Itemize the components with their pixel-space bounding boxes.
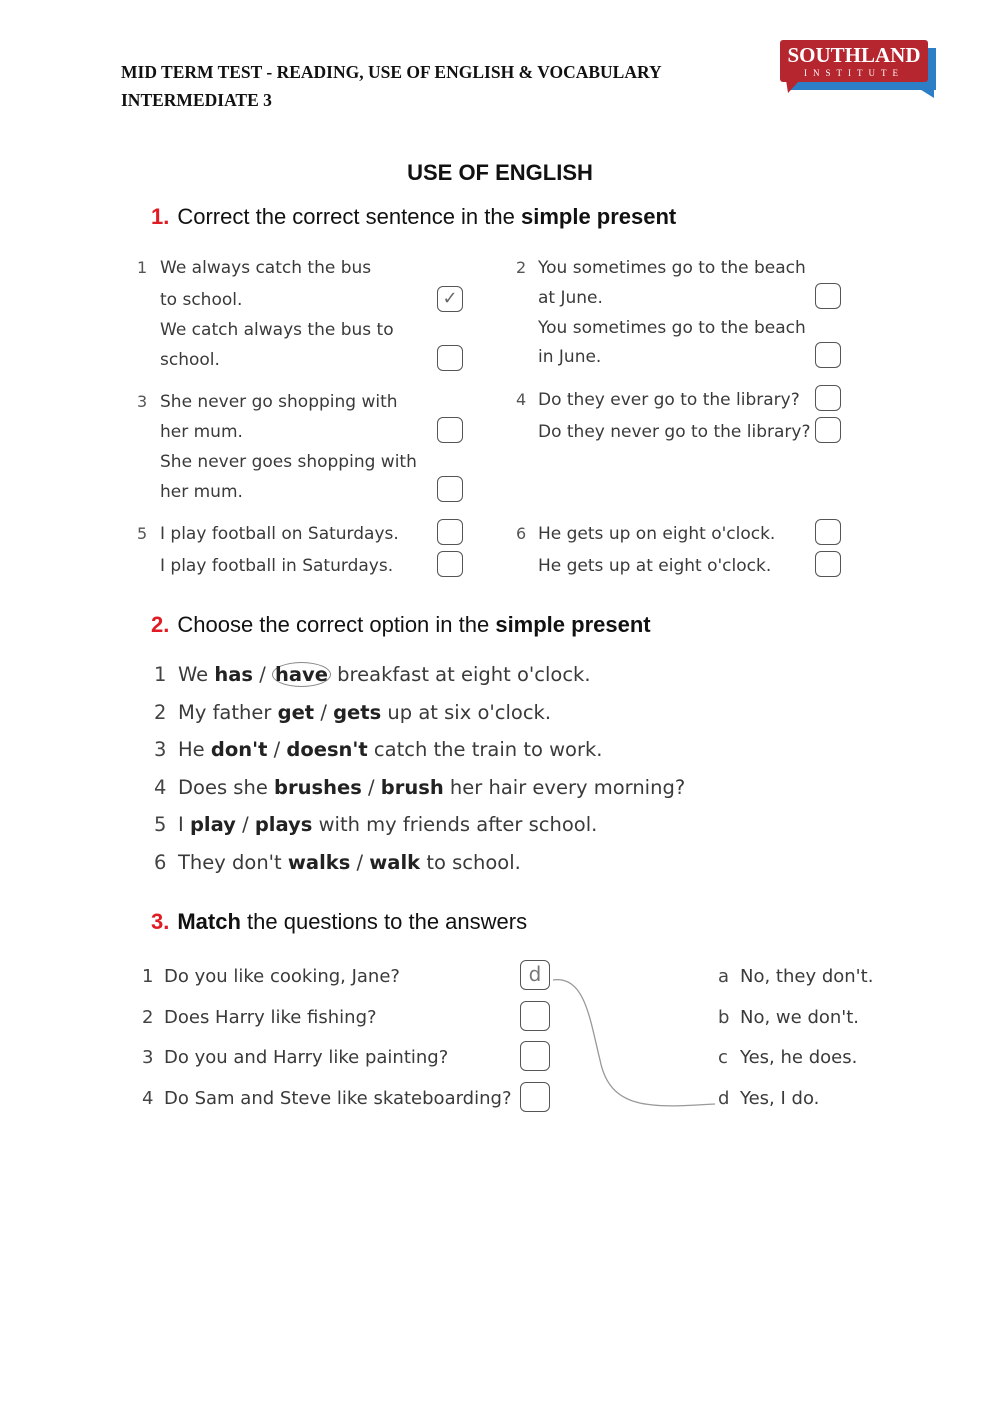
answer-letter: c: [718, 1047, 728, 1068]
question-item: [142, 1047, 448, 1069]
sentence-item: 3 He don't / doesn't catch the train to work.: [154, 738, 603, 761]
checkbox[interactable]: [815, 342, 841, 368]
checkbox[interactable]: [437, 476, 463, 502]
checkbox[interactable]: [815, 551, 841, 577]
checkbox[interactable]: [815, 385, 841, 411]
question-number: 2: [142, 1006, 154, 1028]
question-number: 1: [142, 966, 154, 987]
answer-letter: b: [718, 1006, 730, 1028]
svg-text:SOUTHLAND: SOUTHLAND: [787, 43, 921, 67]
sentence-start: We: [178, 663, 215, 686]
option-text: school.: [160, 350, 220, 370]
sentence-item: 6 They don't walks / walk to school.: [154, 850, 521, 874]
item-number: 6: [154, 850, 167, 874]
option-text: She never go shopping with: [160, 392, 398, 412]
option-b[interactable]: have: [272, 662, 331, 687]
option-text: Do they never go to the library?: [538, 422, 811, 442]
option-text: You sometimes go to the beach: [538, 318, 806, 338]
item-number: 2: [516, 258, 527, 277]
option-text: She never goes shopping with: [160, 452, 417, 472]
answer-item: [718, 1088, 819, 1110]
option-text: to school.: [160, 290, 243, 310]
checkbox-checked[interactable]: ✓: [437, 286, 463, 312]
question-text: Do Sam and Steve like skateboarding?: [164, 1087, 512, 1109]
question-number: 4: [142, 1087, 154, 1109]
answer-text: No, they don't.: [740, 966, 874, 987]
item-number: 1: [137, 258, 148, 277]
item-number: 2: [154, 700, 167, 724]
item-number: 3: [137, 392, 148, 411]
option-text: I play football on Saturdays.: [160, 524, 399, 544]
sentence-end: with my friends after school.: [312, 813, 598, 836]
sentence-end: catch the train to work.: [367, 738, 603, 761]
answer-box[interactable]: [520, 1082, 550, 1112]
test-level: INTERMEDIATE 3: [121, 90, 272, 110]
option-a[interactable]: walks: [287, 850, 351, 874]
sentence-item: 2 My father get / gets up at six o'clock.: [154, 700, 552, 724]
checkbox[interactable]: [437, 417, 463, 443]
test-title: MID TERM TEST - READING, USE OF ENGLISH & VOCABULARY: [121, 62, 662, 82]
option-text: We always catch the bus: [160, 258, 372, 278]
answer-text: No, we don't.: [740, 1006, 860, 1028]
question-item: [142, 966, 400, 988]
sentence-item: 4 Does she brushes / brush her hair every morning?: [154, 775, 686, 799]
question-item: [142, 1007, 377, 1029]
item-number: 4: [154, 775, 167, 799]
question-text: Does Harry like fishing?: [164, 1006, 377, 1028]
sentence-item: 5 I play / plays with my friends after school.: [154, 813, 598, 836]
answer-text: Yes, he does.: [740, 1047, 858, 1068]
option-text: at June.: [538, 288, 603, 308]
option-b[interactable]: gets: [333, 700, 382, 724]
exercise-3-instruction: 3. Match the questions to the answers: [151, 909, 528, 934]
option-text: her mum.: [160, 482, 243, 502]
sentence-start: He: [178, 738, 211, 761]
item-number: 1: [154, 663, 167, 686]
option-a[interactable]: get: [277, 700, 315, 724]
checkbox[interactable]: [437, 551, 463, 577]
answer-item: [718, 1047, 857, 1069]
checkbox[interactable]: [437, 345, 463, 371]
item-number: 5: [154, 813, 167, 836]
item-number: 5: [137, 524, 148, 543]
option-text: We catch always the bus to: [160, 320, 394, 340]
answer-box[interactable]: [520, 1001, 550, 1031]
option-a[interactable]: brushes: [274, 775, 362, 799]
question-text: Do you and Harry like painting?: [164, 1047, 449, 1068]
option-text: He gets up at eight o'clock.: [538, 556, 772, 576]
item-number: 4: [516, 390, 527, 409]
option-a[interactable]: play: [189, 813, 236, 836]
answer-text: Yes, I do.: [740, 1087, 820, 1109]
question-text: Do you like cooking, Jane?: [164, 966, 400, 987]
checkbox[interactable]: [437, 519, 463, 545]
option-text: You sometimes go to the beach: [538, 258, 806, 278]
question-number: 3: [142, 1047, 154, 1068]
svg-text:INSTITUTE: INSTITUTE: [804, 68, 904, 78]
option-text: in June.: [538, 347, 602, 367]
checkbox[interactable]: [815, 417, 841, 443]
question-item: [142, 1088, 512, 1110]
sentence-start: My father: [178, 700, 278, 724]
checkbox[interactable]: [815, 519, 841, 545]
option-text: Do they ever go to the library?: [538, 390, 800, 410]
option-text: her mum.: [160, 422, 243, 442]
sentence-start: They don't: [178, 850, 288, 874]
sentence-end: breakfast at eight o'clock.: [330, 663, 591, 686]
option-b[interactable]: plays: [254, 813, 313, 836]
sentence-end: to school.: [420, 850, 521, 874]
option-b[interactable]: brush: [380, 775, 444, 799]
exercise-1-instruction: 1. Correct the correct sentence in the simple present: [151, 204, 677, 229]
section-title: USE OF ENGLISH: [407, 160, 593, 185]
option-a[interactable]: don't: [210, 738, 268, 761]
answer-letter: d: [718, 1087, 730, 1109]
answer-letter: a: [718, 966, 730, 987]
item-number: 3: [154, 738, 167, 761]
sentence-end: up at six o'clock.: [381, 700, 552, 724]
sentence-end: her hair every morning?: [443, 775, 686, 799]
checkbox[interactable]: [815, 283, 841, 309]
option-b[interactable]: doesn't: [286, 738, 368, 761]
exercise-2-instruction: 2. Choose the correct option in the simple present: [151, 612, 651, 637]
sentence-start: Does she: [178, 775, 275, 799]
answer-item: [718, 966, 873, 988]
option-text: I play football in Saturdays.: [160, 556, 394, 576]
option-b[interactable]: walk: [369, 850, 421, 874]
answer-item: [718, 1007, 859, 1029]
item-number: 6: [516, 524, 527, 543]
sentence-start: I: [178, 813, 190, 836]
answer-box[interactable]: d: [520, 960, 550, 990]
option-text: He gets up on eight o'clock.: [538, 524, 776, 544]
answer-box[interactable]: [520, 1041, 550, 1071]
option-a[interactable]: has: [214, 663, 253, 686]
sentence-item: 1 We has / have breakfast at eight o'clock.: [154, 663, 591, 686]
